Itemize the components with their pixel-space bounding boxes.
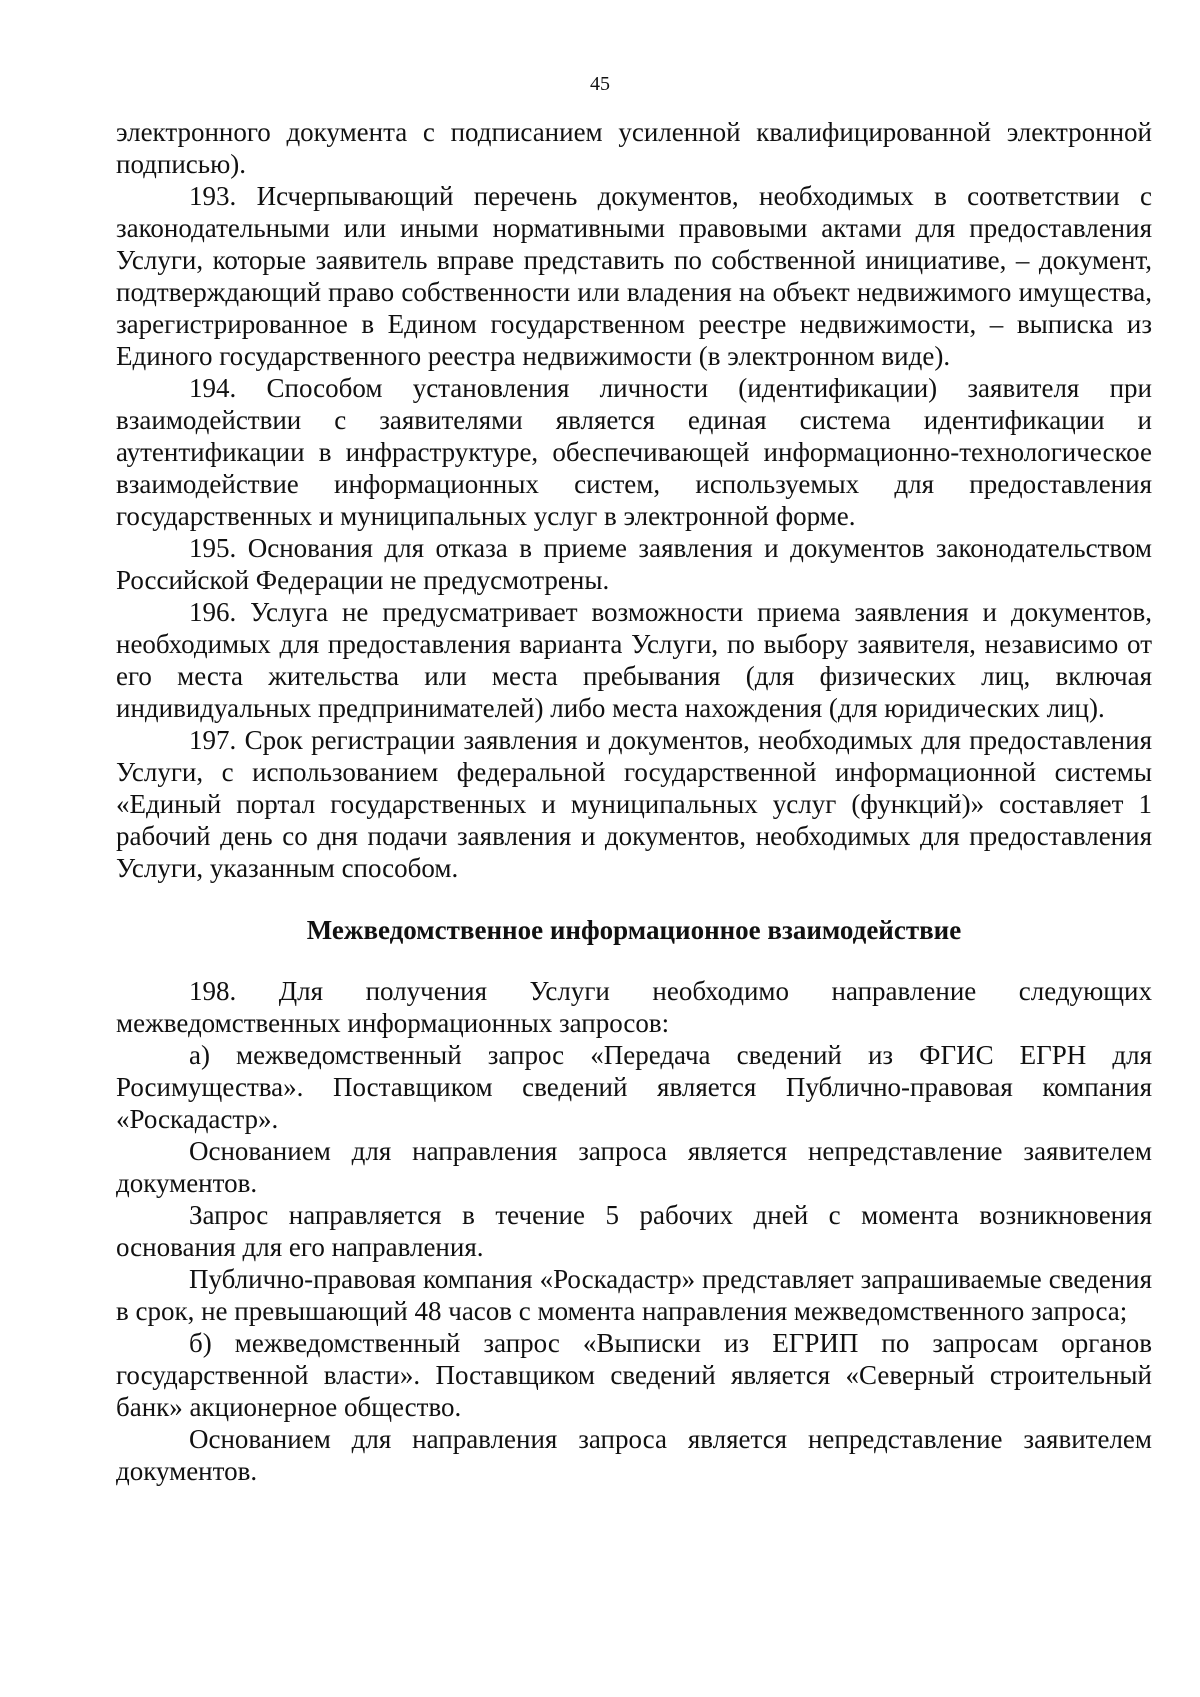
paragraph-item-a-provider: Публично-правовая компания «Роскадастр» представляет запрашиваемые сведения в срок, не превышающий 48 часов с момента направления межведомственного запроса; (116, 1264, 1152, 1326)
paragraph-item-a-term: Запрос направляется в течение 5 рабочих дней с момента возникновения основания для его направления. (116, 1200, 1152, 1262)
paragraph-continuation: электронного документа с подписанием усиленной квалифицированной электронной подписью). (116, 117, 1152, 179)
document-body (116, 116, 1152, 1487)
paragraph-item-a-basis: Основанием для направления запроса является непредставление заявителем документов. (116, 1136, 1152, 1198)
section-heading: Межведомственное информационное взаимодействие (306, 915, 962, 945)
paragraph-item-a: а) межведомственный запрос «Передача сведений из ФГИС ЕГРН для Росимущества». Поставщиком сведений является Публично-правовая компания «Роскадастр». (116, 1040, 1152, 1134)
paragraph-198: 198. Для получения Услуги необходимо направление следующих межведомственных информационных запросов: (116, 976, 1152, 1038)
paragraph-193: 193. Исчерпывающий перечень документов, необходимых в соответствии с законодательными или иными нормативными правовыми актами для предоставления Услуги, которые заявитель вправе представить по собственной инициативе, – документ, подтверждающий право собственности или владения на объект недвижимого имущества, зарегистрированное в Едином государственном реестре недвижимости, – выписка из Единого государственного реестра недвижимости (в электронном виде). (116, 181, 1152, 371)
paragraph-196: 196. Услуга не предусматривает возможности приема заявления и документов, необходимых для предоставления варианта Услуги, по выбору заявителя, независимо от его места жительства или места пребывания (для физических лиц, включая индивидуальных предпринимателей) либо места нахождения (для юридических лиц). (116, 597, 1152, 723)
page-number: 45 (590, 73, 610, 95)
paragraph-194: 194. Способом установления личности (идентификации) заявителя при взаимодействии с заявителями является единая система идентификации и аутентификации в инфраструктуре, обеспечивающей информационно-технологическое взаимодействие информационных систем, используемых для предоставления государственных и муниципальных услуг в электронной форме. (116, 373, 1152, 531)
paragraph-197: 197. Срок регистрации заявления и документов, необходимых для предоставления Услуги, с использованием федеральной государственной информационной системы «Единый портал государственных и муниципальных услуг (функций)» составляет 1 рабочий день со дня подачи заявления и документов, необходимых для предоставления Услуги, указанным способом. (116, 725, 1152, 883)
paragraph-item-b: б) межведомственный запрос «Выписки из ЕГРИП по запросам органов государственной власти». Поставщиком сведений является «Северный строительный банк» акционерное общество. (116, 1328, 1152, 1422)
paragraph-item-b-basis: Основанием для направления запроса является непредставление заявителем документов. (116, 1424, 1152, 1486)
paragraph-195: 195. Основания для отказа в приеме заявления и документов законодательством Российской Федерации не предусмотрены. (116, 533, 1152, 595)
